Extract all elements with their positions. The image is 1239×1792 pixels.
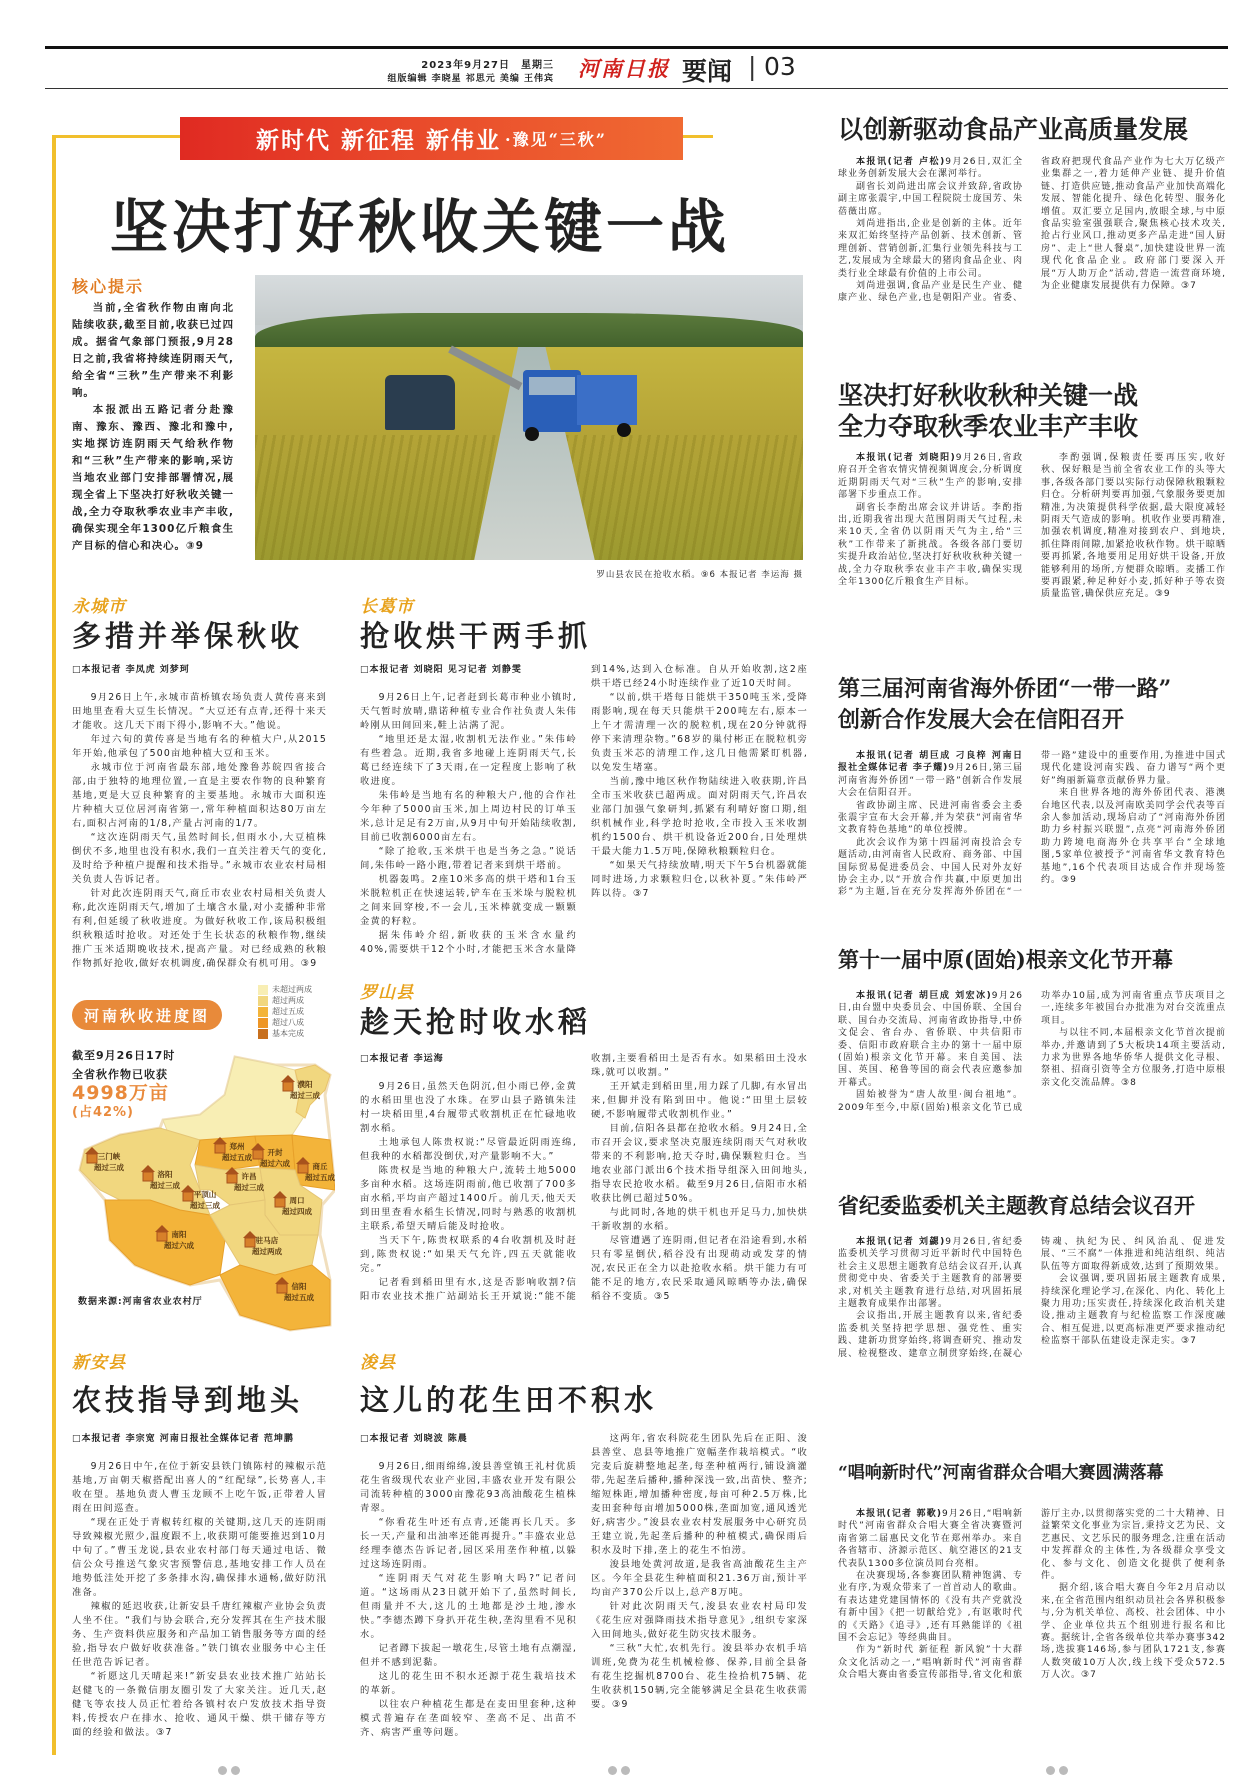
map-status-label: 超过五成 — [284, 1293, 314, 1302]
article-body — [838, 990, 1226, 1114]
map-city-label: 平顶山 — [193, 1190, 217, 1199]
map-city-label: 许昌 — [241, 1172, 257, 1181]
article-headline — [838, 1458, 1226, 1489]
paragraph: 当前,全省秋作物由南向北陆续收获,截至目前,收获已过四成。据省气象部门预报,9月28日之前,我省将持续连阴雨天气,给全省“三秋”生产带来不利影响。 — [72, 302, 234, 399]
article-headline: 趁天抢时收水稻 — [360, 1005, 592, 1039]
page-number: 03 — [764, 52, 796, 81]
legend-label: 超过两成 — [272, 996, 304, 1005]
paragraph: 9月26日,细雨绵绵,浚县善堂镇王礼村优质花生省级现代农业产业园,丰盛农业开发有限公司流转种植的3000亩豫花93高油酸花生植株青翠。 — [360, 1461, 577, 1514]
paragraph-text: 9月26日,“唱响新时代”河南省群众合唱大赛全省决赛暨河南省第二届惠民文化节在郑州举办。来自各省辖市、济源示范区、航空港区的21支代表队1300多位演员同台亮相。 — [838, 1509, 1023, 1569]
map-city-label: 濮阳 — [297, 1080, 313, 1089]
issue-date: 2023年9月27日 星期三 — [421, 60, 554, 71]
paragraph: 据介绍,该合唱大赛自今年2月启动以来,在全省范围内组织动员社会各界积极参与,分为机关单位、高校、社会团体、中小学、企业单位共五个组别进行报名和比赛。据统计,全省各级单位共举办赛事342场,选拔赛146场,参与团队1721支,参赛人数突破10万人次,线上线下受众572.5万人次。③7 — [1041, 1583, 1226, 1681]
dateline: 本报讯(记者 郭歌) — [856, 1509, 943, 1519]
byline: □本报记者 李宗宽 河南日报社全媒体记者 范坤鹏 — [72, 1434, 294, 1444]
top-rule — [45, 46, 1228, 49]
legend-swatch — [258, 1029, 268, 1039]
map-status-label: 超过五成 — [222, 1153, 252, 1162]
paragraph: “如果天气持续放晴,明天下午5台机器就能同时进场,力求颗粒归仓,以秋补夏。”朱伟岭严阵以待。③7 — [591, 860, 808, 899]
feature-frame-top — [52, 135, 180, 138]
map-legend — [258, 984, 312, 1039]
article-body — [72, 1432, 327, 1752]
paragraph: 当天下午,陈贵权联系的4台收割机及时赶到,陈贵权说:“如果天气允许,四五天就能收完。” — [360, 1235, 577, 1274]
article-headline — [838, 944, 1226, 975]
dateline: 本报讯(记者 胡巨成 刁良梓 河南日报社全媒体记者 李子耀) — [838, 751, 1023, 774]
map-city-label: 驻马店 — [255, 1236, 279, 1245]
byline: □本报记者 李运海 — [360, 1054, 444, 1064]
core-tips-body — [72, 300, 234, 570]
paragraph: 刘尚进强调,食品产业是民生产业、健康产业、绿色产业,也是朝阳产业。省委、省政府把现代食品产业作为七大万亿级产业集群之一,着力延伸产业链、提升价值链、打造供应链,推动食品产业加快高端化发展、智能化提升、绿色化转型、服务化增值。双汇要立足国内,放眼全球,与中原食品实验室强强联合,聚焦核心技术攻关,抢占行业风口,推动更多产品走进“国人厨房”、走上“世人餐桌”,加快建设世界一流现代化食品企业。政府部门要深入开展“万人助万企”活动,营造一流营商环境,为企业健康发展提供有力保障。③7 — [838, 157, 1226, 304]
article-body — [360, 1052, 808, 1318]
core-tips-title: 核心提示 — [72, 277, 145, 296]
headline-line: 全力夺取秋季农业丰产丰收 — [838, 412, 1139, 441]
truck-bed — [577, 375, 637, 425]
section-separator: | — [748, 52, 757, 81]
map-city-label: 南阳 — [171, 1230, 187, 1239]
paragraph: 9月26日上午,永城市苗桥镇农场负责人黄传喜来到田地里查看大豆生长情况。“大豆还有点青,还得十来天才能收。这几天下雨下得小,影响不大。”他说。 — [72, 692, 327, 731]
paragraph: “这次连阴雨天气,虽然时间长,但雨水小,大豆植株倒伏不多,地里也没有积水,我们一直关注着天气的变化,及时给予种植户提醒和技术指导。”永城市农业农村局相关负责人告诉记者。 — [72, 832, 327, 885]
map-status-label: 超过两成 — [252, 1247, 282, 1256]
location-label: 新安县 — [72, 1353, 126, 1373]
legend-label: 超过五成 — [272, 1007, 304, 1016]
paragraph: 本报派出五路记者分赴豫南、豫东、豫西、豫北和豫中,实地探访连阴雨天气给秋作物和“三秋”生产带来的影响,采访当地农业部门安排部署情况,展现全省上下坚决打好秋收关键一战,全力夺取秋季农业丰产丰收,确保实现全年1300亿斤粮食生产目标的信心和决心。③9 — [72, 404, 234, 552]
article-body — [838, 452, 1226, 601]
map-status-label: 超过五成 — [305, 1173, 335, 1182]
page-dots — [608, 1766, 630, 1775]
paragraph: 9月26日,虽然天色阴沉,但小雨已停,金黄的水稻田里也没了水珠。在罗山县子路镇朱洼村一块稻田里,4台履带式收割机正在忙碌地收割水稻。 — [360, 1081, 577, 1134]
paragraph — [838, 1508, 1023, 1570]
legend-label: 基本完成 — [272, 1029, 304, 1038]
page-dots — [1046, 1766, 1068, 1775]
headline-line: 坚决打好秋收秋种关键一战 — [838, 381, 1139, 410]
progress-map-title: 河南秋收进度图 — [72, 1000, 222, 1030]
editors-credit: 组版编辑 李晓星 祁思元 美编 王伟宾 — [387, 74, 554, 84]
location-label: 长葛市 — [360, 597, 414, 617]
map-status-label: 超过三成 — [234, 1183, 264, 1192]
paragraph: 这两年,省农科院花生团队先后在正阳、浚县善堂、息县等地推广宽幅垄作栽培模式。“收完麦后旋耕整地起垄,每垄种植两行,铺设滴灌带,先起垄后播种,播种深浅一致,出苗快、整齐;缩短株距,增加播种密度,每亩可种2.5万株,比麦田套种每亩增加5000株,垄面加宽,通风透光好,病害少。”浚县农业农村发展服务中心研究员王建立说,先起垄后播种的种植模式,确保雨后积水及时下排,垄上的花生不怕涝。 — [591, 1433, 808, 1556]
page-dots — [218, 1766, 240, 1775]
map-city-label: 郑州 — [229, 1142, 245, 1151]
paragraph — [838, 452, 1023, 502]
paragraph: 永城市位于河南省最东部,地处豫鲁苏皖四省接合部,由于独特的地理位置,一直是主要农作物的良种繁育基地,更是大豆良种繁育的主要基地。永城市大面积连片种植大豆位居河南省第一,常年种植面积达80万亩左右,面积占河南的1/8,产量占河南的1/7。 — [72, 762, 327, 829]
article-headline — [838, 674, 1226, 736]
newspaper-logo: 河南日报 — [578, 56, 670, 81]
map-city-label: 三门峡 — [97, 1152, 121, 1161]
paragraph: 针对此次连阴雨天气,商丘市农业农村局相关负责人称,此次连阴雨天气,增加了土壤含水量,对小麦播种非常有利,但延缓了秋收进度。为做好秋收工作,该局积极组织秋粮适时抢收。对还处于生长状态的秋粮作物,继续推广玉米适期晚收技术,提高产量。对已经成熟的秋粮作物抓好抢收,做好农机调度,确保群众有机可用。③9 — [72, 888, 327, 969]
paragraph: “除了抢收,玉米烘干也是当务之急。”说话间,朱伟岭一路小跑,带着记者来到烘干塔前。 — [360, 846, 577, 871]
article-headline: 抢收烘干两手抓 — [360, 619, 592, 653]
paragraph: 会议强调,要巩固拓展主题教育成果,持续深化理论学习,在深化、内化、转化上聚力用功;压实责任,持续深化政治机关建设,推动主题教育与纪检监察工作深度融合、相互促进,以更高标准更严要求推动纪检监察干部队伍建设走深走实。③7 — [1041, 1274, 1226, 1347]
paragraph: 这儿的花生田不积水还源于花生栽培技术的革新。 — [360, 1671, 577, 1696]
paragraph: 与此同时,各地的烘干机也开足马力,加快烘干新收割的水稻。 — [591, 1207, 808, 1232]
article-body — [838, 1236, 1226, 1360]
paragraph: 记者蹲下拔起一墩花生,尽管土地有点潮湿,但并不感到泥黏。 — [360, 1643, 577, 1668]
paragraph-text: 9月26日,双汇全球业务创新发展大会在漯河举行。 — [838, 157, 1023, 180]
map-status-label: 超过三成 — [290, 1091, 320, 1100]
region-north — [163, 1057, 305, 1140]
paragraph: 9月26日上午,记者赶到长葛市种业小镇时,天气暂时放晴,鼎诺种植专业合作社负责人朱伟岭刚从田间回来,鞋上沾满了泥。 — [360, 692, 577, 731]
paragraph: 尽管遭遇了连阴雨,但记者在沿途看到,水稻只有零星倒伏,稻谷没有出现萌动或发芽的情况,农民正在全力以赴抢收水稻。烘干能力有可能不足的地方,农民采取通风晾晒等办法,确保稻谷不变质。③5 — [591, 1235, 808, 1302]
headline-line: 第三届河南省海外侨团“一带一路” — [838, 676, 1172, 702]
paragraph-text: 9月26日,第三届河南省海外侨团“一带一路”创新合作发展大会在信阳召开。 — [838, 763, 1023, 799]
dateline: 本报讯(记者 胡巨成 刘宏冰) — [856, 991, 992, 1001]
paragraph: “三秋”大忙,农机先行。浚县举办农机手培训班,免费为花生机械检修、保养,目前全县备有花生挖掘机8700台、花生捡拾机75辆、花生收获机150辆,完全能够满足全县花生收获需要。③9 — [591, 1643, 808, 1710]
dateline: 本报讯(记者 卢松) — [856, 157, 946, 167]
paragraph: 朱伟岭是当地有名的种粮大户,他的合作社今年种了5000亩玉米,加上周边村民的订单玉米,总计足足有2万亩,从9月中旬开始陆续收割,目前已收割6000亩左右。 — [360, 790, 577, 843]
map-city-label: 信阳 — [291, 1282, 307, 1291]
map-status-label: 超过三成 — [190, 1201, 220, 1210]
legend-item — [258, 984, 312, 995]
paragraph: 来自世界各地的海外侨团代表、港澳台地区代表,以及河南欧美同学会代表等百余人参加活动,现场启动了“河南海外侨团助力乡村振兴联盟”,点亮“河南海外侨团助力跨境电商海外仓共享平台”全球地图,5家单位被授予“河南省华文教育特色基地”,16个代表项目达成合作并现场签约。③9 — [1041, 788, 1226, 886]
paragraph: 目前,信阳各县都在抢收水稻。9月24日,全市召开会议,要求坚决克服连续阴雨天气对秋收带来的不利影响,抢天夺时,确保颗粒归仓。当地农业部门派出6个技术指导组深入田间地头,指导农民抢收水稻。截至9月26日,信阳市水稻收获比例已超过50%。 — [591, 1123, 808, 1204]
article-body — [838, 156, 1226, 305]
harvest-total: 4998万亩 — [72, 1082, 169, 1104]
feature-frame-left — [52, 135, 56, 1755]
feature-frame-top-right — [683, 135, 713, 138]
paragraph: 辣椒的延迟收获,让新安县千唐红辣椒产业协会负责人坐不住。“我们与协会联合,充分发挥其在生产技术服务、生产资料供应服务和产品加工销售服务等方面的经验,指导农户做好收获准备。”铁门镇农业服务中心主任任世范告诉记者。 — [72, 1601, 327, 1668]
headline-line: 创新合作发展大会在信阳召开 — [838, 707, 1125, 733]
paragraph: 省政协副主席、民进河南省委会主委张震宇宣布大会开幕,并为荣获“河南省华文教育特色基地”的单位授牌。 — [838, 800, 1023, 836]
headline-line: 以创新驱动食品产业高质量发展 — [838, 115, 1189, 144]
paragraph: 据朱伟岭介绍,新收获的玉米含水量约40%,需要烘干12个小时,才能把玉米含水量降到14%,达到入仓标准。自从开始收割,这2座烘干塔已经24小时连续作业了近10天时间。 — [360, 664, 808, 955]
map-status-label: 超过四成 — [282, 1207, 312, 1216]
article-headline: 多措并举保秋收 — [72, 619, 304, 653]
banner-main: 新时代 新征程 新伟业 — [256, 127, 502, 154]
paragraph: 陈贵权是当地的种粮大户,流转土地5000多亩种水稻。这场连阴雨前,他已收割了700多亩水稻,平均亩产超过1400斤。前几天,他天天到田里查看水稻生长情况,同时与熟悉的收割机主联系,希望天晴后能及时抢收。 — [360, 1165, 577, 1232]
legend-item — [258, 1017, 312, 1028]
paragraph — [838, 990, 1023, 1089]
harvest-label: 全省秋作物已收获 — [72, 1068, 168, 1081]
paragraph: 副省长李酌出席会议并讲话。李酌指出,近期我省出现大范围阴雨天气过程,未来10天,全省仍以阴雨天气为主,给“三秋”工作带来了新挑战。各级各部门要切实提升政治站位,坚决打好秋收秋种关键一战,全力夺取秋季农业丰产丰收,确保实现全年1300亿斤粮食生产目标。 — [838, 502, 1023, 588]
map-status-label: 超过三成 — [150, 1181, 180, 1190]
legend-label: 未超过两成 — [272, 985, 312, 994]
paragraph: “以前,烘干塔每日能烘干350吨玉米,受降雨影响,现在每天只能烘干200吨左右,原本一上午才需清理一次的脱粒机,现在20分钟就得停下来清理杂物。”68岁的巢付彬正在脱粒机旁负责玉米芯的清理工作,这几日他需紧盯机器,以免发生堵塞。 — [591, 692, 808, 773]
location-label: 罗山县 — [360, 983, 414, 1003]
legend-swatch — [258, 1018, 268, 1028]
dateline: 本报讯(记者 刘勰) — [856, 1237, 946, 1247]
legend-swatch — [258, 996, 268, 1006]
legend-item — [258, 1028, 312, 1039]
article-body — [72, 663, 327, 985]
paragraph: 9月26日中午,在位于新安县铁门镇陈村的辣椒示范基地,万亩朝天椒搭配出喜人的“红配绿”,长势喜人,丰收在望。基地负责人曹玉龙顾不上吃午饭,正带着人冒雨在田间巡查。 — [72, 1461, 327, 1514]
harvest-share: (占42%) — [72, 1105, 134, 1120]
photo-caption: 罗山县农民在抢收水稻。⑨6 本报记者 李运海 摄 — [596, 570, 803, 580]
article-headline — [838, 1190, 1226, 1221]
header-divider — [45, 88, 1228, 89]
truck-wheel — [525, 427, 539, 441]
map-city-label: 开封 — [267, 1148, 283, 1157]
article-body — [838, 1508, 1226, 1682]
harvest-photo — [255, 275, 803, 560]
map-summary — [72, 1046, 175, 1122]
paragraph: 此次会议作为第十四届河南投洽会专题活动,由河南省人民政府、商务部、中国国际贸易促进委员会、中国人民对外友好协会主办,以“开放合作共赢,中原更加出彩”为主题,旨在充分发挥海外侨团在“一带一路”建设中的重要作用,为推进中国式现代化建设河南实践、奋力谱写“两个更好”绚丽新篇章贡献侨界力量。 — [838, 751, 1226, 898]
data-source: 数据来源:河南省农业农村厅 — [78, 1297, 203, 1307]
paragraph: 固始被誉为“唐人故里·闽台祖地”。2009年至今,中原(固始)根亲文化节已成功举办10届,成为河南省重点节庆项目之一,连续多年被国台办批准为对台交流重点项目。 — [838, 991, 1226, 1113]
paragraph: “现在正处于青椒转红椒的关键期,这几天的连阴雨导致辣椒光照少,温度跟不上,收获期可能要推迟到10月中旬了。”曹玉龙说,县农业农村部门每天通过电话、微信公众号推送气象灾害预警信息,基地安排工作人员在地势低洼处开挖了多条排水沟,确保排水通畅,做好防汛准备。 — [72, 1517, 327, 1598]
dateline: 本报讯(记者 刘晓阳) — [856, 453, 956, 463]
byline: □本报记者 刘晓波 陈晨 — [360, 1434, 468, 1444]
paragraph: “连阴雨天气对花生影响大吗?”记者问道。“这场雨从23日就开始下了,虽然时间长,但雨量并不大,这儿的土地都是沙土地,渗水快。”李德杰蹲下身扒开花生秧,垄沟里看不见积水。 — [360, 1573, 577, 1640]
legend-item — [258, 995, 312, 1006]
article-body — [838, 750, 1226, 899]
article-body — [360, 1432, 808, 1752]
paragraph-text: 9月26日,由台盟中央委员会、中国侨联、全国台联、国台办交流局、河南省政协指导,中侨文促会、省台办、省侨联、中共信阳市委、信阳市政府联合主办的第十一届中原(固始)根亲文化节开幕。来自美国、法国、英国、秘鲁等国的商会代表应邀参加开幕式。 — [838, 991, 1023, 1088]
harvester — [385, 375, 455, 430]
paragraph: 副省长刘尚进出席会议并致辞,省政协副主席张震宇,中国工程院院士庞国芳、朱蓓薇出席。 — [838, 181, 1023, 217]
paragraph: 在决赛现场,各参赛团队精神饱满、专业有序,为观众带来了一首首动人的歌曲。有表达建党建国情怀的《没有共产党就没有新中国》《把一切献给党》,有讴歌时代的《天路》《追寻》,还有耳熟能详的《祖国不会忘记》等经典曲目。 — [838, 1571, 1023, 1644]
paragraph: 王开斌走到稻田里,用力踩了几脚,有水冒出来,但脚并没有陷到田中。他说:“田里土层较硬,不影响履带式收割机作业。” — [591, 1081, 808, 1120]
paragraph: 李酌强调,保粮责任要再压实,收好秋、保好粮是当前全省农业工作的头等大事,各级各部门要以实际行动保障秋粮颗粒归仓。分析研判要再加强,气象服务要更加精准,为决策提供科学依据,最大限度减轻阴雨天气造成的影响。机收作业要再精准,加强农机调度,精准对接到农户、到地块,抓住降雨间隙,加紧抢收秋作物。烘干晾晒要再抓紧,各地要用足用好烘干设备,开放能够利用的场所,方便群众晾晒。麦播工作要再跟紧,种足种好小麦,抓好种子等农资质量监管,确保供应充足。③9 — [1041, 453, 1226, 600]
truck-window — [529, 377, 575, 395]
main-headline: 坚决打好秋收关键一战 — [110, 193, 731, 261]
location-label: 浚县 — [360, 1353, 396, 1373]
location-label: 永城市 — [72, 597, 126, 617]
legend-swatch — [258, 985, 268, 995]
map-city-label: 周口 — [289, 1196, 305, 1205]
as-of-time: 截至9月26日17时 — [72, 1049, 176, 1062]
paragraph: 以往农户种植花生都是在麦田里套种,这种模式普遍存在垄面较窄、垄高不足、出苗不齐、病害严重等问题。 — [360, 1699, 577, 1738]
paragraph: 与以往不同,本届根亲文化节首次提前举办,并邀请到了5大板块14项主要活动,力求为世界各地华侨华人提供文化寻根、祭祖、招商引资等全方位服务,打造中原根亲文化交流品牌。③8 — [1041, 1028, 1226, 1088]
paragraph: 土地承包人陈贵权说:“尽管最近阴雨连绵,但我种的水稻都没倒伏,对产量影响不大。” — [360, 1137, 577, 1162]
paragraph: 记者看到稻田里有水,这是否影响收割?信阳市农业技术推广站副站长王开斌说:“能不能收割,主要看稻田土是否有水。如果稻田土没水珠,就可以收割。” — [360, 1053, 808, 1302]
article-headline — [838, 380, 1226, 442]
paragraph: “地里还是太湿,收割机无法作业。”朱伟岭有些着急。近期,我省多地碰上连阴雨天气,长葛已经连续下了3天雨,在一定程度上影响了秋收进度。 — [360, 734, 577, 787]
byline: □本报记者 刘晓阳 见习记者 刘静雯 — [360, 665, 522, 675]
paragraph: 刘尚进指出,企业是创新的主体。近年来双汇始终坚持产品创新、技术创新、管理创新、营销创新,汇集行业领先科技与工艺,发展成为全球最大的猪肉食品企业、肉类行业全球最有价值的上市公司。 — [838, 219, 1023, 279]
article-body — [360, 663, 808, 963]
legend-label: 超过八成 — [272, 1018, 304, 1027]
article-headline — [838, 114, 1226, 145]
paragraph: 会议指出,开展主题教育以来,省纪委监委机关坚持把学思想、强党性、重实践、建新功贯穿始终,将调查研究、推动发展、检视整改、建章立制贯穿始终,在凝心铸魂、执纪为民、纠风治乱、促进发展、“三不腐”一体推进和纯洁组织、纯洁队伍等方面取得新成效,达到了预期效果。 — [838, 1237, 1226, 1359]
headline-line: “唱响新时代”河南省群众合唱大赛圆满落幕 — [838, 1463, 1164, 1483]
paragraph: 浚县地处黄河故道,是我省高油酸花生主产区。今年全县花生种植面积21.36万亩,预计平均亩产370公斤以上,总产8万吨。 — [591, 1559, 808, 1598]
paragraph: 针对此次阴雨天气,浚县农业农村局印发《花生应对强降雨技术指导意见》,组织专家深入田间地头,做好花生防灾技术服务。 — [591, 1601, 808, 1640]
legend-item — [258, 1006, 312, 1017]
paragraph: 机器轰鸣。2座10米多高的烘干塔和1台玉米脱粒机正在快速运转,铲车在玉米垛与脱粒机之间来回穿梭,不一会儿,玉米棒就变成一颗颗金黄的籽粒。 — [360, 874, 577, 927]
paragraph: 当前,豫中地区秋作物陆续进入收获期,许昌全市玉米收获已超两成。面对阴雨天气,许昌农业部门加强气象研判,抓紧有利晴好窗口期,组织机械作业,科学抢时抢收,全市投入玉米收割机约1500台、烘干机设备近200台,日处理烘干最大能力1.5万吨,保障秋粮颗粒归仓。 — [591, 776, 808, 857]
paragraph: “你看花生叶还有点青,还能再长几天。多长一天,产量和出油率还能再提升。”丰盛农业总经理李德杰告诉记者,园区采用垄作种植,以躲过这场连阴雨。 — [360, 1517, 577, 1570]
article-headline: 这儿的花生田不积水 — [360, 1383, 658, 1417]
paragraph — [838, 156, 1023, 181]
legend-swatch — [258, 1007, 268, 1017]
article-headline: 农技指导到地头 — [72, 1383, 304, 1417]
headline-line: 省纪委监委机关主题教育总结会议召开 — [838, 1193, 1195, 1218]
paragraph: 作为“新时代 新征程 新风貌”十大群众文化活动之一,“唱响新时代”河南省群众合唱大赛由省委宣传部指导,省文化和旅游厅主办,以贯彻落实党的二十大精神、日益繁荣文化事业为宗旨,秉持文艺为民、文艺惠民、文艺乐民的服务理念,注重在活动中发挥群众的主体性,为各级群众享受文化、参与文化、创造文化提供了便利条件。 — [838, 1509, 1226, 1681]
byline: □本报记者 李凤虎 刘梦珂 — [72, 665, 190, 675]
map-city-label: 商丘 — [312, 1162, 328, 1171]
paragraph: “祈愿这几天晴起来!”新安县农业技术推广站站长赵健飞的一条微信朋友圈引发了大家关注。近几天,赵健飞等农技人员正忙着给各镇村农户发放技术指导资料,传授农户在排水、抢收、通风干燥、烘干储存等方面的经验和做法。③7 — [72, 1671, 327, 1738]
map-city-label: 洛阳 — [157, 1170, 173, 1179]
truck-wheel — [617, 423, 631, 437]
map-status-label: 超过三成 — [94, 1163, 124, 1172]
paragraph-text: 9月26日,省政府召开全省农情灾情视频调度会,分析调度近期阴雨天气对“三秋”生产的影响,安排部署下步重点工作。 — [838, 453, 1023, 501]
map-status-label: 超过六成 — [164, 1241, 194, 1250]
paragraph — [838, 750, 1023, 800]
paragraph — [838, 1236, 1023, 1310]
map-status-label: 超过六成 — [260, 1159, 290, 1168]
paragraph-text: 9月26日,省纪委监委机关学习贯彻习近平新时代中国特色社会主义思想主题教育总结会议召开,认真贯彻党中央、省委关于主题教育的部署要求,对机关主题教育进行总结,对巩固拓展主题教育成果作出部署。 — [838, 1237, 1023, 1310]
paragraph: 年过六旬的黄传喜是当地有名的种植大户,从2015年开始,他承包了500亩地种植大豆和玉米。 — [72, 734, 327, 759]
headline-line: 第十一届中原(固始)根亲文化节开幕 — [838, 947, 1173, 972]
series-banner — [180, 117, 683, 160]
banner-sub: ·豫见“三秋” — [505, 130, 607, 149]
section-name: 要闻 — [682, 57, 733, 86]
